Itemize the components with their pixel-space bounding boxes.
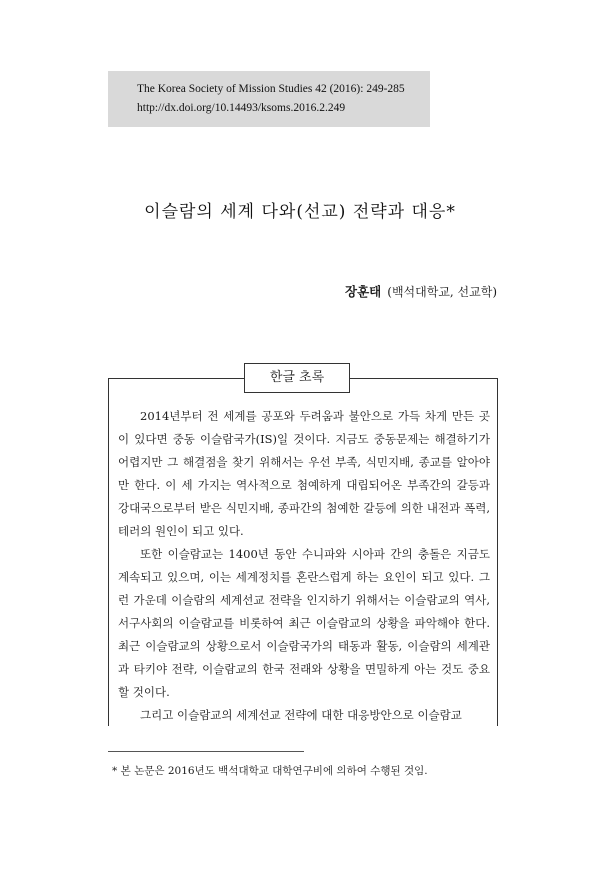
journal-header-box (108, 71, 430, 127)
abstract-label: 한글 초록 (244, 363, 350, 393)
footnote: * 본 논문은 2016년도 백석대학교 대학연구비에 의하여 수행된 것임. (112, 765, 428, 777)
abstract-paragraph: 그리고 이슬람교의 세계선교 전략에 대한 대응방안으로 이슬람교 (140, 708, 462, 722)
abstract-paragraph: 또한 이슬람교는 1400년 동안 수니파와 시아파 간의 충돌은 지금도 계속되고 있으며, 이는 세계정치를 혼란스럽게 하는 요인이 되고 있다. 그런 가운데 이슬람의 세계선교 전략을 인지하기 위해서는 이슬람교의 역사, 서구사회의 이슬람교를 비롯하여 최근 이슬람교의 상황을 파악해야 한다. 최근 이슬람교의 상황으로서 이슬람국가의 태동과 활동, 이슬람의 세계관과 타키야 전략, 이슬람교의 한국 전래와 상황을 면밀하게 아는 것도 중요할 것이다. (118, 547, 490, 699)
doi-link[interactable]: http://dx.doi.org/10.14493/ksoms.2016.2.249 (137, 102, 346, 114)
author-name: 장훈태 (345, 284, 382, 299)
paper-title: 이슬람의 세계 다와(선교) 전략과 대응* (144, 202, 456, 222)
author-affiliation: (백석대학교, 선교학) (387, 285, 497, 299)
abstract-paragraph: 2014년부터 전 세계를 공포와 두려움과 불안으로 가득 차게 만든 곳이 있다면 중동 이슬람국가(IS)일 것이다. 지금도 중동문제는 해결하기가 어렵지만 그 해결점을 찾기 위해서는 우선 부족, 식민지배, 종교를 알아야만 한다. 이 세 가지는 역사적으로 첨예하게 대립되어온 부족간의 갈등과 강대국으로부터 받은 식민지배, 종파간의 첨예한 갈등에 의한 내전과 폭력, 테러의 원인이 되고 있다. (118, 409, 490, 538)
journal-citation: The Korea Society of Mission Studies 42 (2016): 249-285 (137, 83, 405, 95)
author-line (345, 282, 497, 300)
footnote-divider (108, 751, 304, 752)
abstract-body (118, 405, 490, 727)
